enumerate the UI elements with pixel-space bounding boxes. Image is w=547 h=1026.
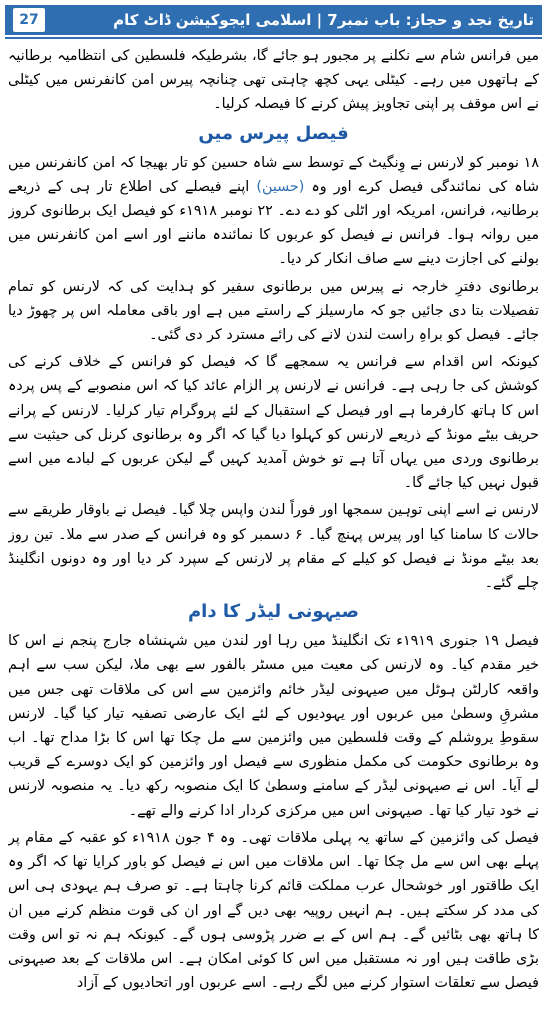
paragraph: کیونکہ اس اقدام سے فرانس یہ سمجھے گا کہ فیصل کو فرانس کے خلاف کرنے کی کوشش کی جا رہی ہے۔ فرانس نے لارنس پر الزام عائد کیا کہ اس منصوبے کے پس پردہ اس کا ہاتھ کارفرما ہے اور فیصل کے استقبال کے لئے پروگرام تیار کرلیا۔ لارنس کے پرانے حریف بیٹے مونڈ کے ذریعے لارنس کو کہلوا دیا گیا کہ اگر وہ برطانوی کرنل کی حیثیت سے برطانوی وردی میں یہاں آتا ہے تو خوش آمدید کہیں گے لیکن عربوں کے لبادے میں اسے قبول نہیں کیا جائے گا۔ bbox=[8, 354, 539, 492]
header-title: تاریخ نجد و حجاز: باب نمبر7 | اسلامی ایجوکیشن ڈاٹ کام bbox=[113, 11, 534, 29]
section-heading-faisal-in-paris: فیصل پیرس میں bbox=[198, 122, 349, 144]
highlighted-name: (حسین) bbox=[256, 178, 305, 195]
paragraph-text: ۱۸ نومبر کو لارنس نے وِنگیٹ کے توسط سے شاہ حسین کو تار بھیجا کہ امن کانفرنس میں شاہ کی نمائندگی فیصل کرے اور وہ bbox=[8, 154, 539, 195]
header-rule bbox=[5, 37, 542, 39]
paragraph: فیصل ۱۹ جنوری ۱۹۱۹ء تک انگلینڈ میں رہا اور لندن میں شہنشاہ جارج پنجم نے اس کا خیر مقدم کیا۔ وہ لارنس کی معیت میں مسٹر بالفور سے بھی ملا، لیکن سب سے اہم واقعہ کارلٹن ہوٹل میں صیہونی لیڈر خائم وائزمین سے اس کی ملاقات تھی جس میں مشرقِ وسطیٰ میں عربوں اور یہودیوں کے لئے ایک عارضی تصفیہ تیار کیا گیا۔ لارنس سقوطِ یروشلم کے وقت فلسطین میں وائزمین سے مل چکا تھا اس کا بڑا مداح تھا۔ اب وہ برطانوی حکومت کی مکمل منظوری سے فیصل اور وائزمین کو ایک دوسرے کے قریب لے آیا۔ اس نے صیہونی لیڈر کے سامنے وسطیٰ کا ایک منصوبہ رکھ دیا۔ یہ منصوبہ لارنس نے خود تیار کیا تھا۔ صیہونی اس میں مرکزی کردار ادا کرنے والے تھے۔ bbox=[8, 633, 539, 819]
paragraph bbox=[8, 151, 539, 272]
paragraph: فیصل کی وائزمین کے ساتھ یہ پہلی ملاقات تھی۔ وہ ۴ جون ۱۹۱۸ء کو عقبہ کے مقام پر پہلے بھی اس سے مل چکا تھا۔ اس ملاقات میں اس نے فیصل کو باور کرایا تھا کہ اگر وہ ایک طاقتور اور خوشحال عرب مملکت قائم کرنا چاہتا ہے۔ تو صرف ہم یہودی ہی اس کی مدد کر سکتے ہیں۔ ہم انہیں روپیہ بھی دیں گے اور ان کی قوت منظم کرنے میں ان کا ہاتھ بھی بٹائیں گے۔ ہم اس کے بے ضرر پڑوسی ہوں گے۔ کیونکہ ہم نہ تو اس وقت بڑی طاقت ہیں اور نہ مستقبل میں اس کا کوئی امکان ہے۔ اس ملاقات کے بعد صیہونی فیصل سے تعلقات استوار کرنے میں لگے رہے۔ اسے عربوں اور اتحادیوں کے آزاد bbox=[8, 829, 539, 992]
page-header bbox=[5, 5, 542, 35]
page-number: 27 bbox=[13, 8, 45, 32]
paragraph: برطانوی دفترِ خارجہ نے پیرس میں برطانوی سفیر کو ہدایت کی کہ لارنس کو تمام تفصیلات بتا دی جائیں جو کہ مارسیلز کے راستے میں ہے اور باقی معاملہ اس پر چھوڑ دیا جائے۔ فیصل کو براہِ راست لندن لانے کی رائے مسترد کر دی گئی۔ bbox=[8, 278, 539, 344]
section-heading-zionist-leader: صیہونی لیڈر کا دام bbox=[187, 601, 360, 623]
paragraph-text: اپنے فیصلے کی اطلاع تار ہی کے ذریعے برطانیہ، فرانس، امریکہ اور اٹلی کو دے دے۔ ۲۲ نومبر ۱۹۱۸ء کو فیصل ایک برطانوی کروز میں روانہ ہوا۔ فرانس نے فیصل کو عربوں کا نمائندہ ماننے اور اسے امن کانفرنس میں بولنے کی اجازت دینے سے صاف انکار کر دیا۔ bbox=[8, 178, 539, 268]
paragraph: لارنس نے اسے اپنی توہین سمجھا اور فوراً لندن واپس چلا گیا۔ فیصل نے باوقار طریقے سے حالات کا سامنا کیا اور پیرس پہنچ گیا۔ ۶ دسمبر کو وہ فرانس کے صدر سے ملا۔ تین روز بعد بیٹے مونڈ نے فیصل کو کیلے کے مقام پر لارنس کے سپرد کر دیا اور وہ دونوں انگلینڈ چلے گئے۔ bbox=[8, 502, 539, 592]
page-body bbox=[8, 44, 539, 1020]
intro-paragraph: میں فرانس شام سے نکلنے پر مجبور ہو جائے گا، بشرطیکہ فلسطین کی انتظامیہ برطانیہ کے ہاتھوں میں رہے۔ کیٹلی یہی کچھ چاہتی تھی چنانچہ پیرس امن کانفرنس میں کیٹلی نے اس موقف پر اپنی تجاویز پیش کرنے کا فیصلہ کرلیا۔ bbox=[8, 48, 539, 113]
